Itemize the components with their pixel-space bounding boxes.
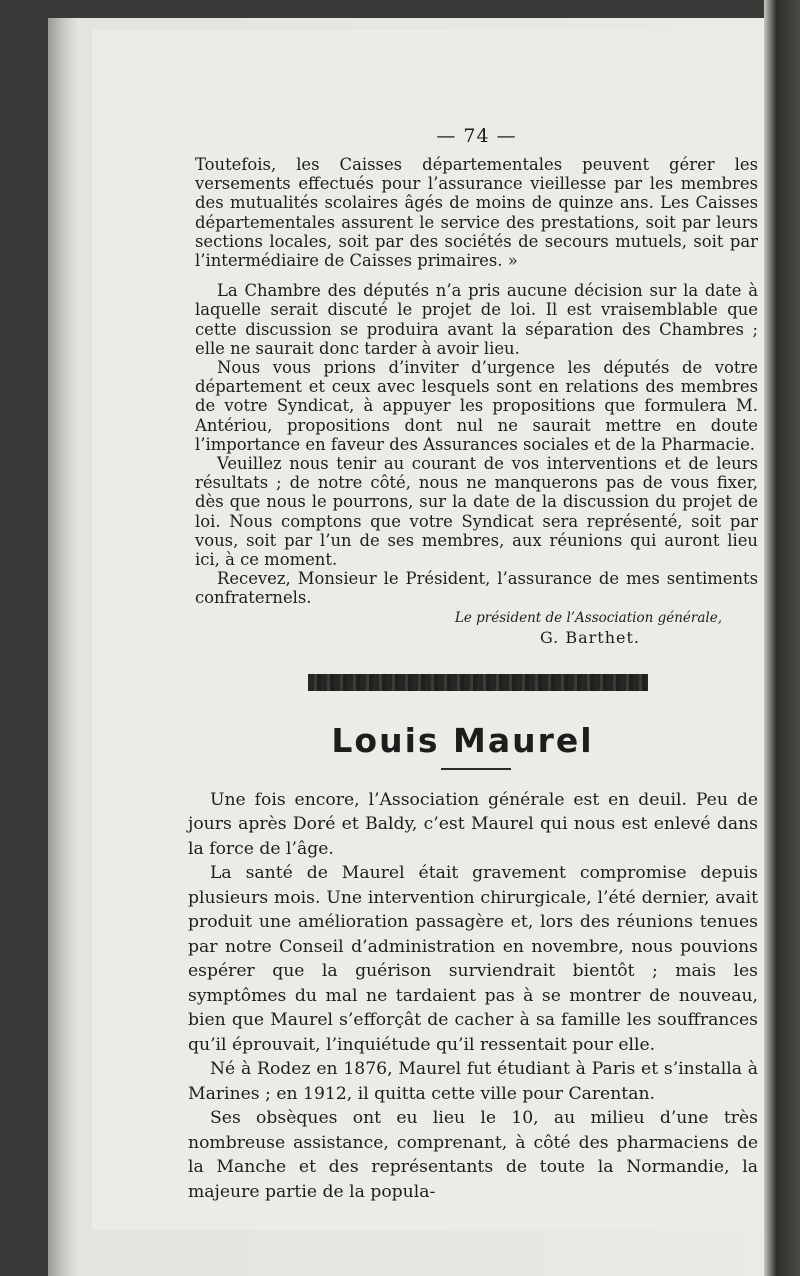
letter-paragraph: La Chambre des députés n’a pris aucune décision sur la date à laquelle serait discuté le projet de loi. Il est vraisemblable que cette discussion se produira avant la séparation des Chambres ; elle ne saurait donc tarder à avoir lieu. (195, 281, 758, 358)
book-binding (764, 0, 800, 1276)
section-title: Louis Maurel (331, 720, 594, 760)
letter-paragraph: Nous vous prions d’inviter d’urgence les députés de votre département et ceux avec lesquels sont en relations des membres de votre Syndicat, à appuyer les propositions que formulera M. Antériou, propositions dont nul ne saurait mettre en doute l’importance en faveur des Assurances sociales et de la Pharmacie. (195, 358, 758, 454)
letter-paragraph: Veuillez nous tenir au courant de vos interventions et de leurs résultats ; de notre côté, nous ne manquerons pas de vous fixer, dès que nous le pourrons, sur la date de la discussion du projet de loi. Nous comptons que votre Syndicat sera représenté, soit par vous, soit par l’un de ses membres, aux réunions qui auront lieu ici, à ce moment. (195, 454, 758, 570)
article-paragraph: Une fois encore, l’Association générale est en deuil. Peu de jours après Doré et Baldy, c’est Maurel qui nous est enlevé dans la force de l’âge. (188, 789, 758, 859)
article-paragraph: Ses obsèques ont eu lieu le 10, au milieu d’une très nombreuse assistance, comprenant, à côté des pharmaciens de la Manche et des représentants de toute la Normandie, la majeure partie de la popula- (188, 1108, 758, 1202)
letter-paragraph: Toutefois, les Caisses départementales peuvent gérer les versements effectués pour l’assurance vieillesse par les membres des mutualités scolaires âgés de moins de quinze ans. Les Caisses départementales assurent le service des prestations, soit par leurs sections locales, soit par des sociétés de secours mutuels, soit par l’intermédiaire de Caisses primaires. » (195, 155, 758, 271)
signature-title: Le président de l’Association générale, (454, 609, 722, 626)
letter-paragraph: Recevez, Monsieur le Président, l’assurance de mes sentiments confraternels. (195, 569, 758, 608)
article-paragraph: Né à Rodez en 1876, Maurel fut étudiant à Paris et s’installa à Marines ; en 1912, il quitta cette ville pour Carentan. (188, 1059, 758, 1104)
separator-bar (308, 674, 648, 691)
title-rule (441, 768, 511, 770)
article-paragraph: La santé de Maurel était gravement compromise depuis plusieurs mois. Une intervention chirurgicale, l’été dernier, avait produit une amélioration passagère et, lors des réunions tenues par notre Conseil d’administration en novembre, nous pouvions espérer que la guérison surviendrait bientôt ; mais les symptômes du mal ne tardaient pas à se montrer de nouveau, bien que Maurel s’efforçât de cacher à sa famille les souffrances qu’il éprouvait, l’inquiétude qu’il ressentait pour elle. (188, 863, 758, 1055)
article-text (188, 788, 758, 1205)
page-content (188, 125, 758, 1204)
letter-text (195, 155, 758, 608)
page-number: — 74 — (436, 125, 517, 147)
signature-name: G. Barthet. (539, 627, 640, 647)
